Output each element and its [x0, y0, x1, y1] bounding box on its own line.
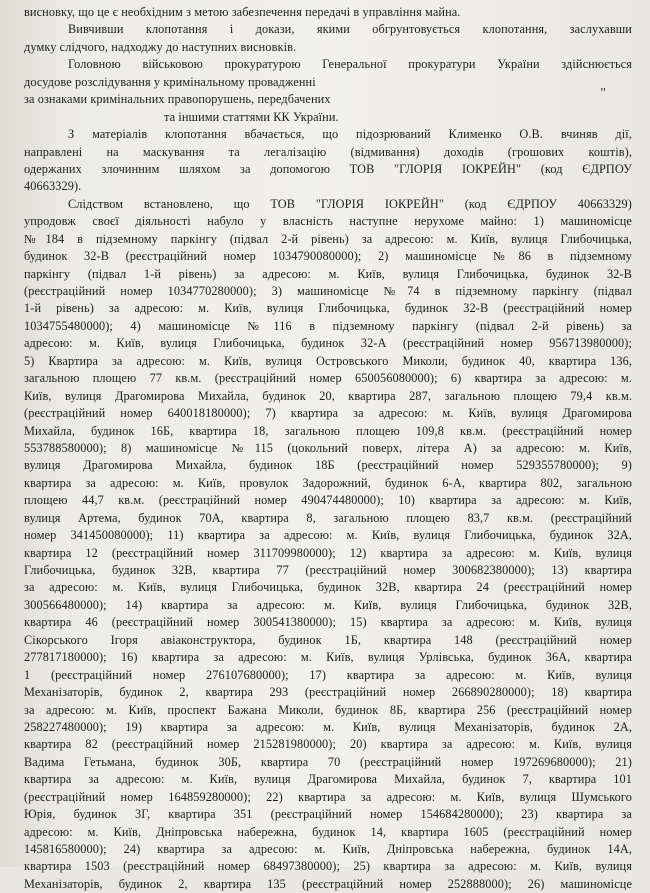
text-line: вулиця Драгомирова Михайла, будинок 18Б (реєстраційний номер 529355780000); 9) [24, 458, 632, 473]
text-line: квартира за адресою: м. Київ, провулок Задорожний, будинок 6-А, квартира 802, загальною [24, 475, 632, 490]
text-line: квартира 82 (реєстраційний номер 215281980000); 20) квартира за адресою: м. Київ, вулиця [24, 737, 632, 752]
text-line: квартира за адресою: м. Київ, вулиця Драгомирова Михайла, будинок 7, квартира 101 [24, 772, 632, 787]
text-line: та іншими статтями КК України. [164, 109, 339, 124]
text-line: висновку, що це є необхідним з метою забезпечення передачі в управління майна. [24, 5, 461, 19]
text-line: направлені на маскування та легалізацію (відмивання) доходів (грошових коштів), [24, 144, 632, 159]
text-line: квартира 12 (реєстраційний номер 311709980000); 12) квартира за адресою: м. Київ, вулиця [24, 545, 632, 560]
text-line: квартира 1503 (реєстраційний номер 68497380000); 25) квартира за адресою: м. Київ, вулиця [24, 859, 632, 874]
text-line: номер 341450080000); 11) квартира за адресою: м. Київ, вулиця Глибочицька, будинок 32А, [24, 528, 632, 543]
text-line: Вивчивши клопотання і докази, якими обгрунтовується клопотання, заслухавши [68, 22, 632, 37]
document-body [24, 4, 632, 893]
text-line: упродовж своєї діяльності набуло у власність наступне нерухоме майно: 1) машиномісце [24, 214, 632, 229]
text-line: Головною військовою прокуратурою Генеральної прокуратури України здійснюється [68, 57, 632, 72]
text-line: Михайла, будинок 16Б, квартира 18, загальною площею 109,8 кв.м. (реєстраційний номер [24, 423, 632, 438]
text-line: за адресою: м. Київ, вулиця Глибочицька, будинок 32В, квартира 24 (реєстраційний номер [24, 580, 632, 595]
text-line: вулиця Артема, будинок 70А, квартира 8, загальною площею 83,7 кв.м. (реєстраційний [24, 510, 632, 525]
text-line: адресою: м. Київ, вулиця Глибочицька, будинок 32-А (реєстраційний номер 956713980000); [24, 336, 632, 351]
text-line: 145816580000); 24) квартира за адресою: м. Київ, Дніпровська набережна, будинок 14А, [24, 842, 632, 856]
text-line: одержаних злочинним шляхом за допомогою ТОВ "ГЛОРІЯ ІОКРЕЙН" (код ЄДРПОУ [24, 161, 632, 176]
text-line: 1034755480000); 4) машиномісце №116 в підземному паркінгу (підвал 2-й рівень) за [24, 318, 632, 333]
text-line: думку слідчого, надходжу до наступних висновків. [24, 39, 297, 54]
text-line: Глибочицька, будинок 32В, квартира 77 (реєстраційний номер 300682380000); 13) квартира [24, 563, 632, 577]
text-line: Київ, вулиця Драгомирова Михайла, будинок 20, квартира 287, загальною площею 79,4 кв.м. [24, 388, 632, 403]
text-line: З матеріалів клопотання вбачається, що підозрюваний Клименко О.В. вчиняв дії, [68, 127, 632, 142]
margin-mark: " [600, 86, 606, 101]
text-line: 40663329). [24, 179, 82, 194]
text-line: (реєстраційний номер 640018180000); 7) квартира за адресою: м. Київ, вулиця Драгомирова [24, 406, 632, 421]
text-line: 5) Квартира за адресою: м. Київ, вулиця Островського Миколи, будинок 40, квартира 136, [24, 353, 632, 368]
text-line: 258227480000); 19) квартира за адресою: м. Київ, вулиця Механізаторів, будинок 2А, [24, 719, 632, 734]
text-line: 1-й рівень) за адресою: м. Київ, вулиця Глибочицька, будинок 32-В (реєстраційний номер [24, 301, 632, 316]
text-line: паркінгу (підвал 1-й рівень) за адресою: м. Київ, вулиця Глибочицька, будинок 32-В [24, 266, 632, 281]
text-line: площею 44,7 кв.м. (реєстраційний номер 490474480000); 10) квартира за адресою: м. Київ, [24, 493, 632, 508]
text-line: за ознаками кримінальних правопорушень, передбачених [24, 92, 331, 107]
text-line: за адресою: м. Київ, проспект Бажана Миколи, будинок 8Б, квартира 256 (реєстраційний номер [24, 702, 632, 717]
text-line: 300566480000); 14) квартира за адресою: м. Київ, вулиця Глибочицька, будинок 32В, [24, 597, 632, 612]
text-line: Механізаторів, будинок 2, квартира 293 (реєстраційний номер 266890280000); 18) квартира [24, 685, 632, 700]
text-line: Механізаторів, будинок 2, квартира 135 (реєстраційний номер 252888000); 26) машиномісце [24, 876, 632, 891]
text-line: (реєстраційний номер 164859280000); 22) квартира за адресою: м. Київ, вулиця Шумського [24, 789, 632, 804]
text-line: досудове розслідування у кримінальному провадженні [24, 74, 316, 89]
text-line: Вадима Гетьмана, будинок 30Б, квартира 70 (реєстраційний номер 197269680000); 21) [24, 754, 632, 769]
text-line: Юрія, будинок 3Г, квартира 351 (реєстраційний номер 154684280000); 23) квартира за [24, 807, 632, 822]
text-line: адресою: м. Київ, Дніпровська набережна, будинок 14, квартира 1605 (реєстраційний номер [24, 824, 632, 839]
text-line: Слідством встановлено, що ТОВ "ГЛОРІЯ ІОКРЕЙН" (код ЄДРПОУ 40663329) [68, 196, 632, 211]
text-line: (реєстраційний номер 1034770280000); 3) машиномісце №74 в підземному паркінгу (підвал [24, 284, 632, 298]
text-line: Сікорського Ігоря авіаконструктора, будинок 1Б, квартира 148 (реєстраційний номер [24, 632, 632, 647]
text-line: 553788580000); 8) машиномісце №115 (цокольний поверх, літера А) за адресою: м. Київ, [24, 440, 632, 455]
text-line: квартира 46 (реєстраційний номер 300541380000); 15) квартира за адресою: м. Київ, вулиця [24, 615, 632, 630]
text-line: загальною площею 77 кв.м. (реєстраційний номер 650056080000); 6) квартира за адресою: м. [24, 371, 632, 386]
text-line: будинок 32-В (реєстраційний номер 1034790080000); 2) машиномісце №86 в підземному [24, 249, 632, 264]
text-line: №184 в підземному паркінгу (підвал 2-й рівень) за адресою: м. Київ, вулиця Глибочицька, [24, 231, 632, 246]
text-line: 277817180000); 16) квартира за адресою: м. Київ, вулиця Урлівська, будинок 36А, квартира [24, 650, 632, 665]
text-line: 1 (реєстраційний номер 276107680000); 17) квартира за адресою: м. Київ, вулиця [24, 667, 632, 682]
